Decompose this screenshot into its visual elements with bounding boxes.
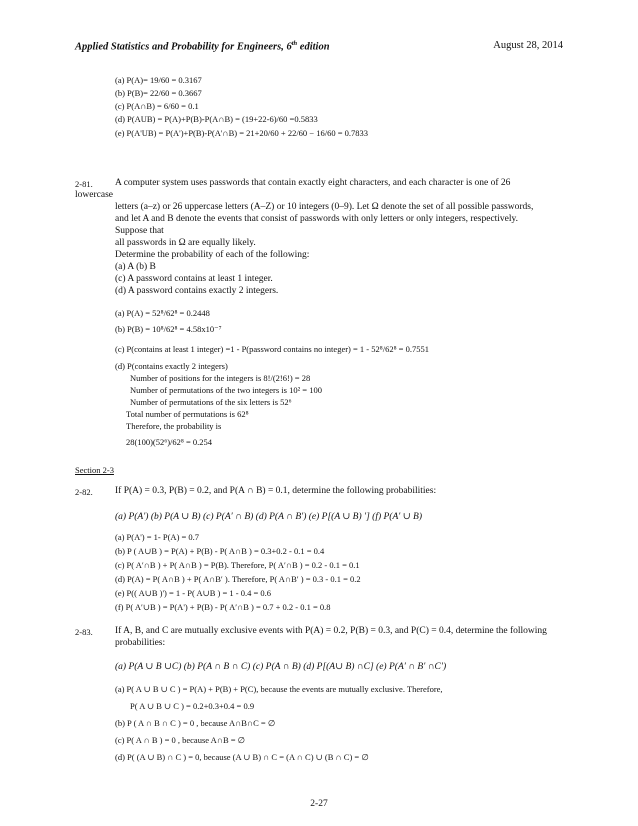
page-number: 2-27 [310, 799, 328, 809]
answer-line: (c) P(A∩B) = 6/60 = 0.1 [115, 101, 199, 111]
answer-line: (a) P(A') = 1- P(A) = 0.7 [115, 532, 200, 542]
answer-line: (d) P(A) = P( A∩B ) + P( A∩B′ ). Therefore, P( A∩B′ ) = 0.3 - 0.1 = 0.2 [115, 574, 361, 584]
problem-parts: (a) P(A ∪ B ∪C) (b) P(A ∩ B ∩ C) (c) P(A ∩ B) (d) P[(A∪ B) ∩C] (e) P(A′ ∩ B′ ∩C′) [115, 662, 447, 672]
problem-text: letters (a–z) or 26 uppercase letters (A–Z) or 10 integers (0–9). Let Ω denote the set of all possible passwords, [115, 202, 534, 212]
answer-line: (e) P(( A∪B )') = 1 - P( A∪B ) = 1 - 0.4 = 0.6 [115, 588, 271, 598]
answer-line: (c) P( A′∩B ) + P( A∩B ) = P(B). Therefore, P( A′∩B ) = 0.2 - 0.1 = 0.1 [115, 560, 360, 570]
answer-line: (d) P( (A ∪ B) ∩ C ) = 0, because (A ∪ B) ∩ C = (A ∩ C) ∪ (B ∩ C) = ∅ [115, 752, 369, 762]
answer-line: (d) P(contains exactly 2 integers) [115, 361, 228, 371]
problem-text: Determine the probability of each of the following: [115, 250, 310, 260]
problem-text: all passwords in Ω are equally likely. [115, 238, 256, 248]
answer-line: (b) P(B)= 22/60 = 0.3667 [115, 88, 202, 98]
answer-line: (a) P( A ∪ B ∪ C ) = P(A) + P(B) + P(C), because the events are mutually exclusive. Therefore, [115, 684, 443, 694]
answer-line: (e) P(A'UB) = P(A')+P(B)-P(A'∩B) = 21+20/60 + 22/60 − 16/60 = 0.7833 [115, 128, 369, 138]
answer-line: Therefore, the probability is [126, 421, 222, 431]
answer-line: Number of positions for the integers is 8!/(2!6!) = 28 [130, 373, 311, 383]
problem-text: probabilities: [115, 638, 166, 648]
problem-text: If P(A) = 0.3, P(B) = 0.2, and P(A ∩ B) = 0.1, determine the following probabilities: [115, 486, 437, 496]
answer-line: P( A ∪ B ∪ C ) = 0.2+0.3+0.4 = 0.9 [130, 701, 255, 711]
answer-line: Number of permutations of the six letters is 52⁶ [130, 397, 292, 407]
problem-number: 2-81. [75, 179, 93, 189]
problem-text: If A, B, and C are mutually exclusive events with P(A) = 0.2, P(B) = 0.3, and P(C) = 0.4, determine the following [115, 626, 547, 636]
book-title: Applied Statistics and Probability for Engineers, 6th edition [75, 40, 330, 53]
section-heading: Section 2-3 [75, 465, 114, 475]
answer-line: Number of permutations of the two integers is 10² = 100 [130, 385, 322, 395]
answer-line: 28(100)(52⁶)/62⁸ = 0.254 [126, 437, 213, 447]
answer-line: (f) P( A′∪B ) = P(A') + P(B) - P( A′∩B ) = 0.7 + 0.2 - 0.1 = 0.8 [115, 602, 331, 612]
answer-line: (b) P(B) = 10⁸/62⁸ = 4.58x10⁻⁷ [115, 324, 222, 334]
answer-line: (c) P(contains at least 1 integer) =1 - P(password contains no integer) = 1 - 52⁸/62⁸ = 0.7551 [115, 344, 429, 354]
problem-text: lowercase [75, 190, 113, 200]
problem-number: 2-82. [75, 487, 93, 497]
header-date: August 28, 2014 [493, 40, 563, 51]
answer-line: (a) P(A) = 52⁸/62⁸ = 0.2448 [115, 308, 210, 318]
problem-text: A computer system uses passwords that contain exactly eight characters, and each character is one of 26 [115, 178, 511, 188]
answer-line: (b) P ( A∪B ) = P(A) + P(B) - P( A∩B ) = 0.3+0.2 - 0.1 = 0.4 [115, 546, 325, 556]
problem-text: (a) A (b) B [115, 262, 156, 272]
answer-line: (b) P ( A ∩ B ∩ C ) = 0 , because A∩B∩C = ∅ [115, 718, 276, 728]
problem-parts: (a) P(A′) (b) P(A ∪ B) (c) P(A′ ∩ B) (d) P(A ∩ B′) (e) P[(A ∪ B) ′] (f) P(A′ ∪ B) [115, 512, 423, 522]
answer-line: (d) P(AUB) = P(A)+P(B)-P(A∩B) = (19+22-6)/60 =0.5833 [115, 114, 318, 124]
problem-text: Suppose that [115, 226, 164, 236]
problem-text: (c) A password contains at least 1 integer. [115, 274, 273, 284]
answer-line: (a) P(A)= 19/60 = 0.3167 [115, 75, 202, 85]
answer-line: Total number of permutations is 62⁸ [126, 409, 249, 419]
answer-line: (c) P( A ∩ B ) = 0 , because A∩B = ∅ [115, 735, 246, 745]
problem-text: and let A and B denote the events that consist of passwords with only letters or only integers, respectively. [115, 214, 519, 224]
problem-text: (d) A password contains exactly 2 integers. [115, 286, 279, 296]
problem-number: 2-83. [75, 627, 93, 637]
